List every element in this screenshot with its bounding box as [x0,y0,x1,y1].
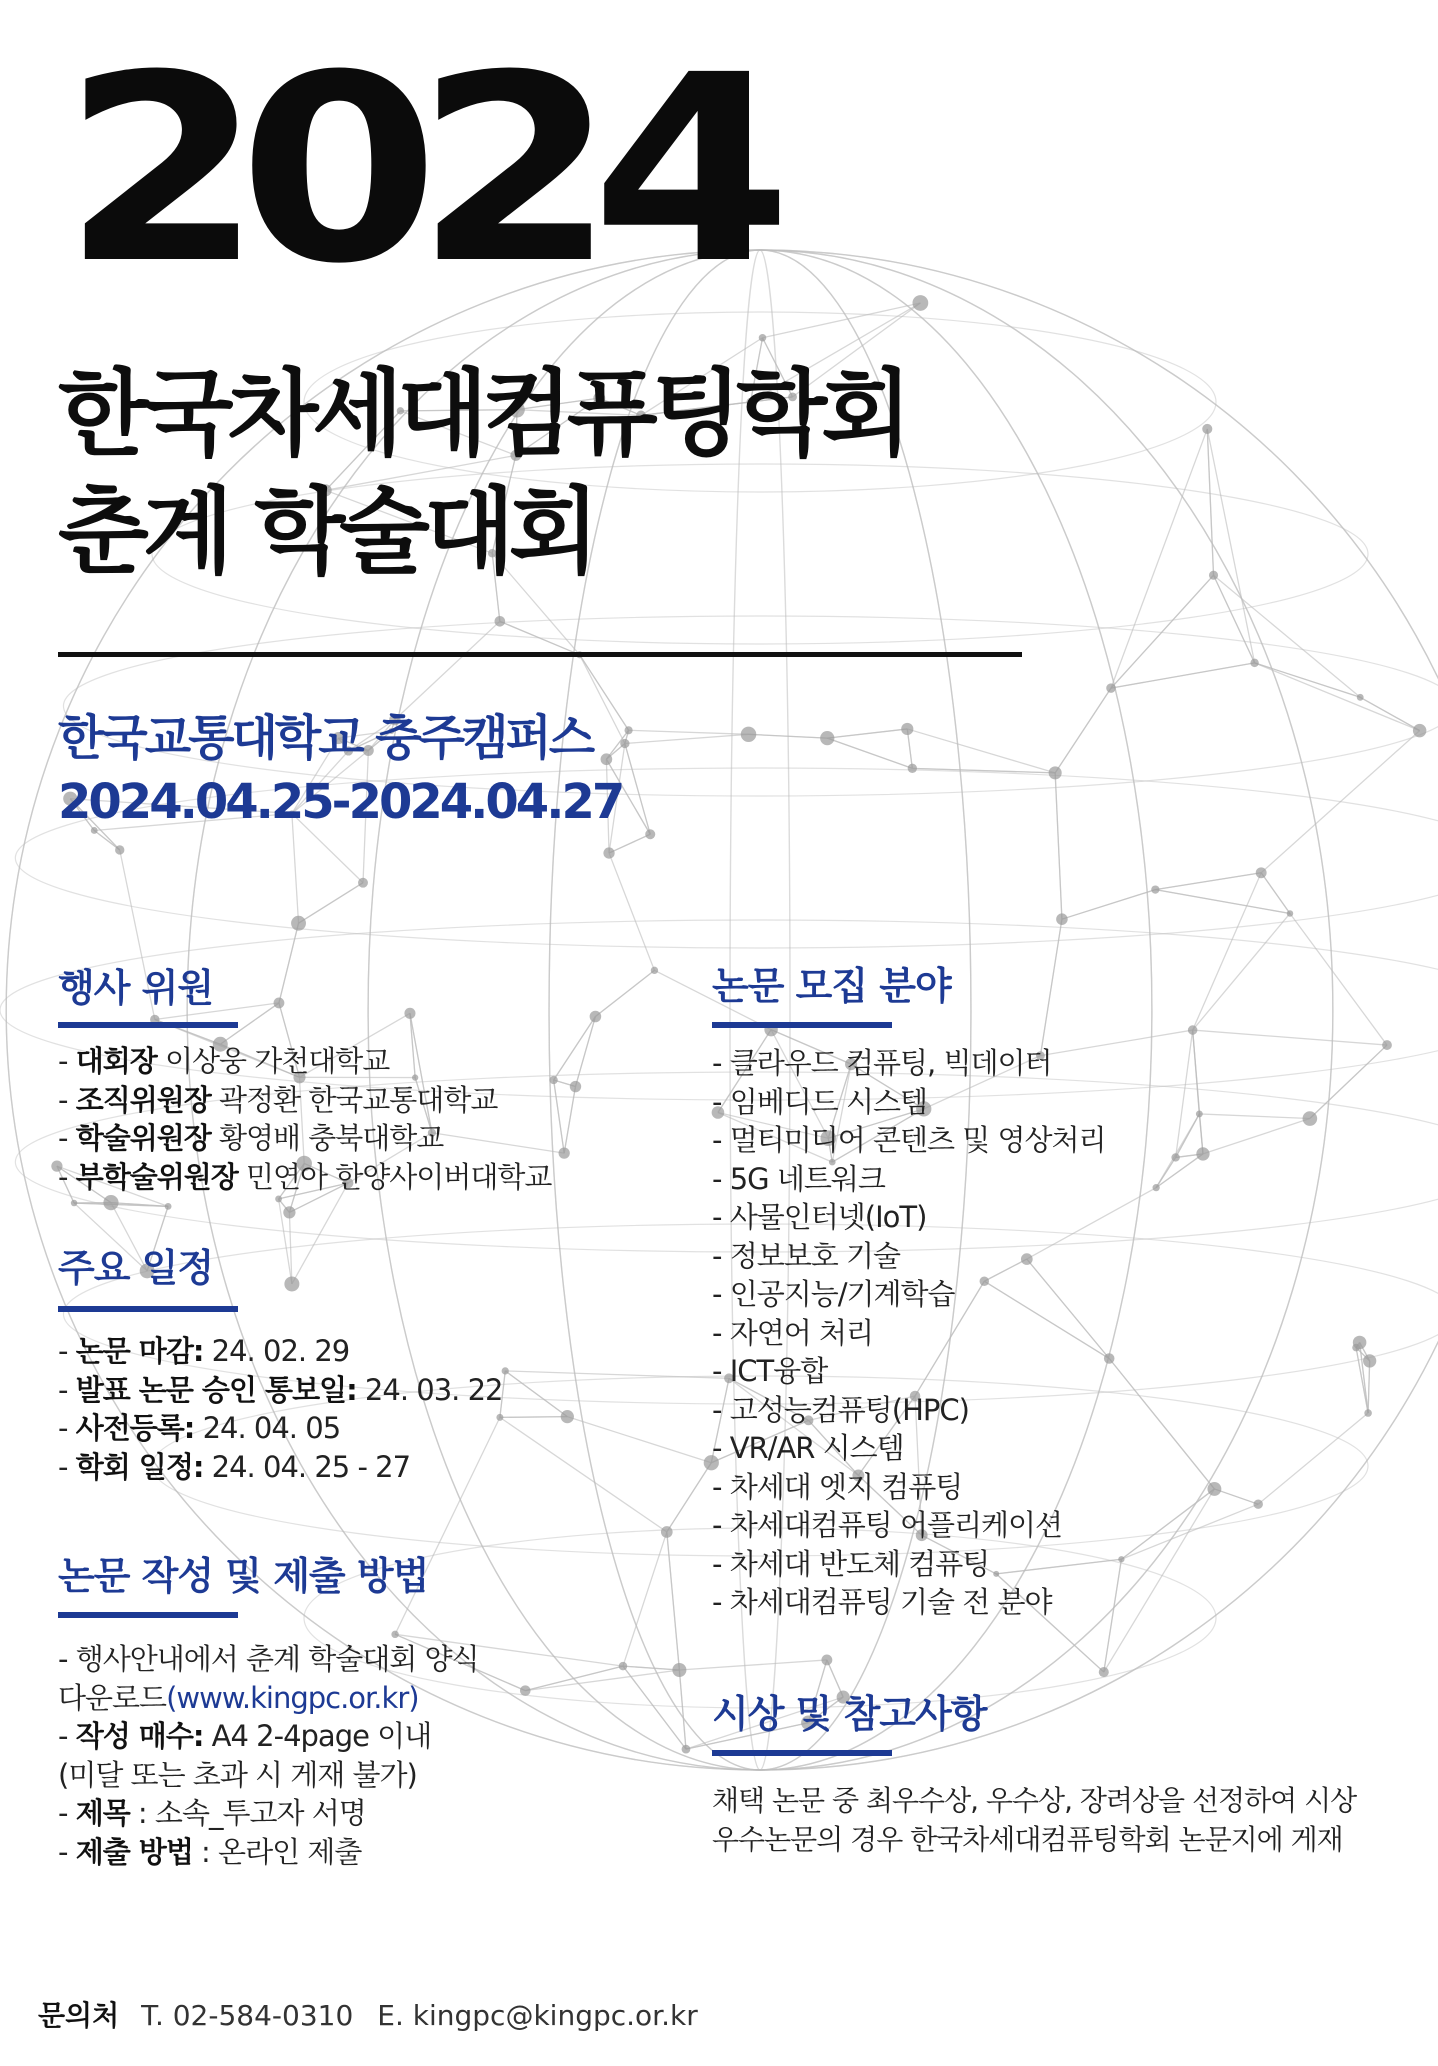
network-node [651,967,658,974]
network-node [570,1081,581,1092]
network-node [821,1655,832,1666]
network-node [495,616,506,627]
submission-heading: 논문 작성 및 제출 방법 [58,1554,429,1598]
list-item: - 논문 마감: 24. 02. 29 [58,1334,350,1368]
event-title [58,356,906,592]
awards-line-1: 채택 논문 중 최우수상, 우수상, 장려상을 선정하여 시상 [712,1784,1357,1817]
network-node [645,829,655,839]
network-node [1106,683,1116,693]
network-node [115,845,124,854]
network-node [908,764,917,773]
list-item: - 제목 : 소속_투고자 서명 [58,1796,366,1830]
network-node [1171,1153,1179,1161]
network-node [1153,1184,1160,1191]
network-node [682,1745,691,1754]
network-node [1151,885,1159,893]
network-node [561,1410,574,1423]
list-item: - 부학술위원장 민연아 한양사이버대학교 [58,1159,552,1194]
schedule-heading: 주요 일정 [58,1246,214,1290]
network-node [1188,1025,1198,1035]
venue-block [58,706,622,834]
network-node [672,1663,686,1677]
network-node [103,1195,118,1210]
committee-heading: 행사 위원 [58,966,214,1010]
network-node [1209,571,1218,580]
network-node [404,1008,415,1019]
committee-list [58,1042,551,1196]
network-node [1118,1556,1124,1562]
network-node [1202,424,1212,434]
network-node [1250,659,1258,667]
list-item: - 대회장 이상웅 가천대학교 [58,1044,390,1078]
submission-underline [58,1612,238,1618]
awards-line-2: 우수논문의 경우 한국차세대컴퓨팅학회 논문지에 게재 [712,1822,1343,1856]
network-node [741,727,756,742]
network-node [502,1367,509,1374]
network-node [1287,910,1294,917]
list-item: - 학회 일정: 24. 04. 25 - 27 [58,1449,411,1484]
event-dates: 2024.04.25-2024.04.27 [58,774,623,830]
list-item: - 학술위원장 황영배 충북대학교 [58,1121,444,1155]
venue-name: 한국교통대학교 충주캠퍼스 [58,710,593,766]
network-node [165,1203,172,1210]
list-item: 다운로드(www.kingpc.or.kr) [58,1680,419,1715]
network-node [820,731,834,745]
list-item: - ICT융합 [712,1354,828,1388]
network-node [912,295,928,311]
list-item: - 조직위원장 곽정환 한국교통대학교 [58,1082,498,1117]
network-node [1056,913,1068,925]
network-node [520,1685,531,1696]
network-node [625,726,633,734]
awards-text [712,1782,1356,1859]
list-item: - 자연어 처리 [712,1315,873,1350]
network-node [661,1526,673,1538]
network-node [1357,694,1364,701]
list-item: - 클라우드 컴퓨팅, 빅데이터 [712,1046,1052,1080]
network-node [275,1195,282,1202]
contact-footer [38,1996,698,2036]
title-divider [58,652,1022,657]
network-node [1253,1499,1262,1508]
submission-list [58,1640,479,1871]
network-node [1303,1111,1318,1126]
network-node [291,916,306,931]
network-node [1196,1147,1209,1160]
contact-phone: T. 02-584-0310 [141,1999,354,2032]
list-item: - 사물인터넷(IoT) [712,1200,927,1234]
list-item: - VR/AR 시스템 [712,1431,904,1465]
network-node [284,1276,299,1291]
list-item: - 인공지능/기계학습 [712,1277,955,1311]
list-item: - 작성 매수: A4 2-4page 이내 [58,1719,432,1753]
network-node [1049,766,1062,779]
list-item: - 제출 방법 : 온라인 제출 [58,1834,362,1869]
contact-email[interactable]: E. kingpc@kingpc.or.kr [377,1999,698,2032]
network-node [391,1631,398,1638]
network-node [619,1662,628,1671]
network-node [603,847,614,858]
network-node [283,1206,295,1218]
event-title-line-2: 춘계 학술대회 [58,478,594,587]
event-year: 2024 [62,20,768,320]
list-item: - 고성능컴퓨팅(HPC) [712,1392,969,1427]
list-item: (미달 또는 초과 시 게재 불가) [58,1757,417,1792]
list-item: - 차세대 반도체 컴퓨팅 [712,1546,990,1581]
awards-underline [712,1750,892,1756]
contact-label: 문의처 [38,1999,120,2032]
list-item: - 정보보호 기술 [712,1238,900,1273]
list-item: - 5G 네트워크 [712,1161,885,1196]
list-item: - 차세대컴퓨팅 기술 전 분야 [712,1585,1052,1619]
network-node [1196,1110,1203,1117]
committee-underline [58,1022,238,1028]
schedule-list [58,1332,503,1486]
network-node [759,334,767,342]
list-item: - 임베디드 시스템 [712,1084,928,1119]
list-item: - 차세대 엣지 컴퓨팅 [712,1469,963,1504]
event-title-line-1: 한국차세대컴퓨팅학회 [58,360,907,469]
network-node [901,723,913,735]
network-node [274,997,285,1008]
schedule-underline [58,1306,238,1312]
network-node [358,878,368,888]
topics-heading: 논문 모집 분야 [712,964,951,1008]
network-node [1207,1482,1221,1496]
topics-list [712,1044,1106,1622]
network-node [1382,1040,1392,1050]
network-node [1413,724,1426,737]
list-item: - 행사안내에서 춘계 학술대회 양식 [58,1642,479,1676]
list-item: - 사전등록: 24. 04. 05 [58,1411,341,1445]
list-item: - 차세대컴퓨팅 어플리케이션 [712,1508,1063,1542]
awards-heading: 시상 및 참고사항 [712,1692,987,1736]
topics-underline [712,1022,892,1028]
network-node [590,1011,602,1023]
network-node [559,1148,570,1159]
list-item: - 멀티미디어 콘텐츠 및 영상처리 [712,1123,1106,1157]
network-node [1363,1354,1376,1367]
network-node [1364,1409,1372,1417]
network-node [1099,1667,1109,1677]
network-node [1353,1336,1367,1350]
list-item: - 발표 논문 승인 통보일: 24. 03. 22 [58,1372,503,1407]
network-node [1256,867,1267,878]
network-node [71,1200,78,1207]
website-link[interactable]: (www.kingpc.or.kr) [166,1680,419,1715]
